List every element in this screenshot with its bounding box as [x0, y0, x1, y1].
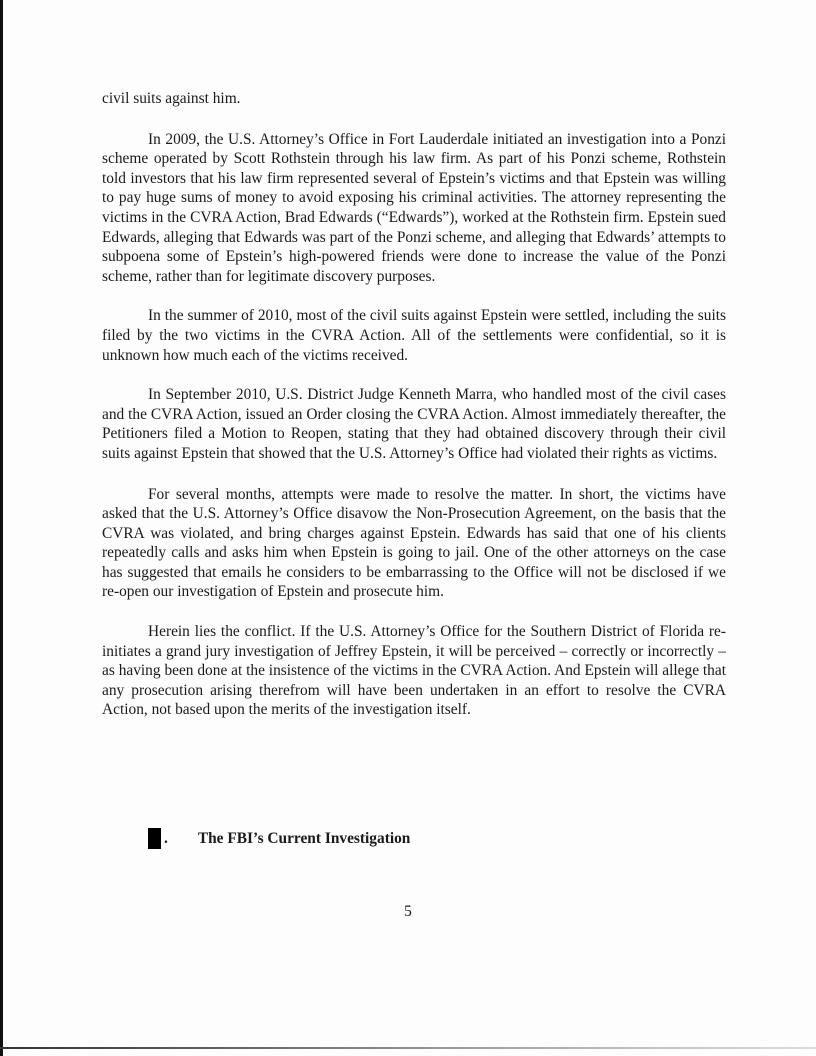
- paragraph-conflict: Herein lies the conflict. If the U.S. Attorney’s Office for the Southern District of Florida re-initiates a grand jury investigation of Jeffrey Epstein, it will be perceived – correctly or incorrectly – as having been done at the insistence of the victims in the CVRA Action. And Epstein will allege that any prosecution arising therefrom will have been undertaken in an effort to resolve the CVRA Action, not based upon the merits of the investigation itself.: [102, 623, 726, 719]
- paragraph-rothstein-ponzi: In 2009, the U.S. Attorney’s Office in Fort Lauderdale initiated an investigation into a Ponzi scheme operated by Scott Rothstein through his law firm. As part of his Ponzi scheme, Rothstein told investors that his law firm represented several of Epstein’s victims and that Epstein was willing to pay huge sums of money to avoid exposing his criminal activities. The attorney representing the victims in the CVRA Action, Brad Edwards (“Edwards”), worked at the Rothstein firm. Epstein sued Edwards, alleging that Edwards was part of the Ponzi scheme, and alleging that Edwards’ attempts to subpoena some of Epstein’s high-powered friends were done to increase the value of the Ponzi scheme, rather than for legitimate discovery purposes.: [102, 130, 726, 285]
- scan-edge-left: [0, 0, 3, 1056]
- paragraph-settlements: In the summer of 2010, most of the civil suits against Epstein were settled, including the suits filed by the two victims in the CVRA Action. All of the settlements were confidential, so it is unknown how much each of the victims received.: [102, 307, 726, 364]
- paragraph-resolution-attempts: For several months, attempts were made to resolve the matter. In short, the victims have asked that the U.S. Attorney’s Office disavow the Non-Prosecution Agreement, on the basis that the CVRA was violated, and bring charges against Epstein. Edwards has said that one of his clients repeatedly calls and asks him when Epstein is going to jail. One of the other attorneys on the case has suggested that emails he considers to be embarrassing to the Office will not be disclosed if we re-open our investigation of Epstein and prosecute him.: [102, 485, 726, 601]
- paragraph-order-closing: In September 2010, U.S. District Judge Kenneth Marra, who handled most of the civil cases and the CVRA Action, issued an Order closing the CVRA Action. Almost immediately thereafter, the Petitioners filed a Motion to Reopen, stating that they had obtained discovery through their civil suits against Epstein that showed that the U.S. Attorney’s Office had violated their rights as victims.: [102, 386, 726, 462]
- section-heading-text: The FBI’s Current Investigation: [197, 829, 411, 847]
- document-body: [102, 89, 726, 720]
- redaction-box: [148, 828, 161, 849]
- page-number: 5: [404, 903, 412, 920]
- paragraph-continuation: civil suits against him.: [102, 90, 241, 107]
- section-marker-suffix: .: [164, 829, 168, 847]
- section-heading: [148, 828, 410, 849]
- scan-edge-bottom: [0, 1047, 816, 1049]
